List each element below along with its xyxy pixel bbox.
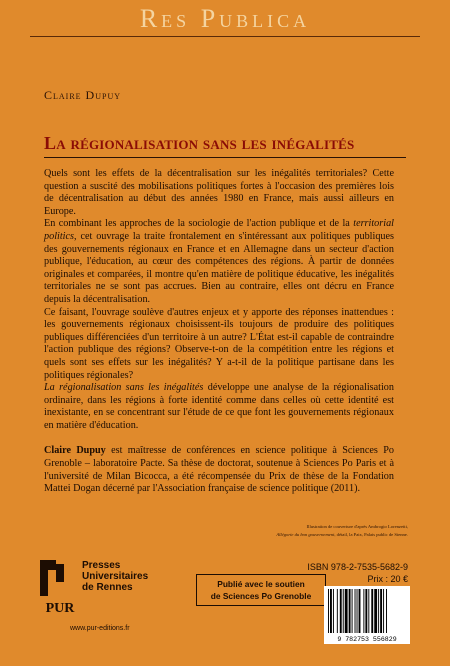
blurb-paragraph-1: Quels sont les effets de la décentralisation sur les inégalités territoriales? Cette question a suscité des mobilisations politiques fortes à l'occasion des premières lois de décentralisation au début des années 1980 en France, mais aussi ailleurs en Europe.: [44, 168, 394, 217]
price: Prix : 20 €: [367, 574, 408, 584]
pur-logo-icon: [40, 560, 80, 620]
support-line1: Publié avec le soutien: [217, 579, 305, 589]
publisher-url: www.pur-editions.fr: [70, 625, 130, 632]
blurb-paragraph-2: [44, 218, 394, 306]
barcode-bars-icon: [328, 589, 406, 633]
author-name: Claire Dupuy: [44, 88, 122, 102]
blurb: [44, 168, 394, 496]
support-line2: de Sciences Po Grenoble: [210, 591, 312, 601]
pur-logo-letters: PUR: [45, 601, 75, 616]
illustration-credit-rest: , détail, la Paix, Palais public de Sienne.: [334, 532, 408, 537]
illustration-credit-italic: Allégorie du bon gouvernement: [276, 532, 335, 537]
book-title: La régionalisation sans les inégalités: [44, 133, 355, 153]
illustration-credit-line1: Illustration de couverture d'après Ambrogio Lorenzetti,: [306, 524, 408, 529]
blurb-paragraph-4: [44, 382, 394, 432]
barcode-digits: 9 782753 556829: [337, 636, 397, 643]
author-bio-name: Claire Dupuy: [44, 445, 106, 457]
illustration-credit-line2: [208, 531, 408, 539]
blurb-p2-italic: territorial politics: [44, 218, 394, 242]
author-bio-text: est maîtresse de conférences en science politique à Sciences Po Grenoble – laboratoire Pacte. Sa thèse de doctorat, soutenue à Sciences Po Paris et à l'université de Milan Bicocca, a été récompensée du Prix de thèse de la Fondation Mattei Dogan décerné par l'Association française de science politique (2011).: [44, 445, 394, 495]
illustration-credit: [208, 523, 408, 539]
publisher-name-line2: Universitaires: [82, 571, 149, 582]
publisher-name-line1: Presses: [82, 560, 121, 571]
blurb-p2-end: , cet ouvrage la traite frontalement en s'intéressant aux politiques publiques des gouvernements régionaux en France et en Allemagne dans un secteur d'action publique, l'éducation, au cœur des compétences des régions. À partir de données originales et comparées, il montre qu'en matière de politique éducative, les inégalités territoriales ne se sont pas accrues. Bien au contraire, elles ont décru en France depuis la décentralisation.: [44, 230, 394, 305]
blurb-p4-end: développe une analyse de la régionalisation ordinaire, dans les régions à forte identité comme dans celles où cette identité est inexistante, en se concentrant sur l'étude de ce que font les gouvernements régionaux en matière d'éducation.: [44, 382, 394, 431]
publisher-name-line3: de Rennes: [82, 582, 133, 593]
series-name: Res Publica: [139, 4, 311, 33]
blurb-paragraph-3: Ce faisant, l'ouvrage soulève d'autres enjeux et y apporte des réponses inattendues : les gouvernements régionaux choisissent-ils toujours de produire des politiques publiques différenciées d'un territoire à un autre? L'État est-il capable de contraindre l'action publique des régions? Observe-t-on de la compétition entre les régions et quels sont ses effets sur les inégalités? Y a-t-il de la politique partisane dans les politiques régionales?: [44, 306, 394, 381]
blurb-p4-italic: La régionalisation sans les inégalités: [44, 382, 204, 394]
barcode: [324, 586, 410, 644]
isbn-block: [307, 561, 408, 585]
title-rule: [44, 157, 406, 158]
blurb-p2-start: En combinant les approches de la sociologie de l'action publique et de la: [44, 218, 354, 230]
top-rule: [30, 36, 420, 37]
author-bio: [44, 445, 394, 495]
isbn-number: ISBN 978-2-7535-5682-9: [307, 562, 408, 572]
publisher-name: [82, 560, 148, 593]
publisher-logo-block: [40, 560, 190, 630]
